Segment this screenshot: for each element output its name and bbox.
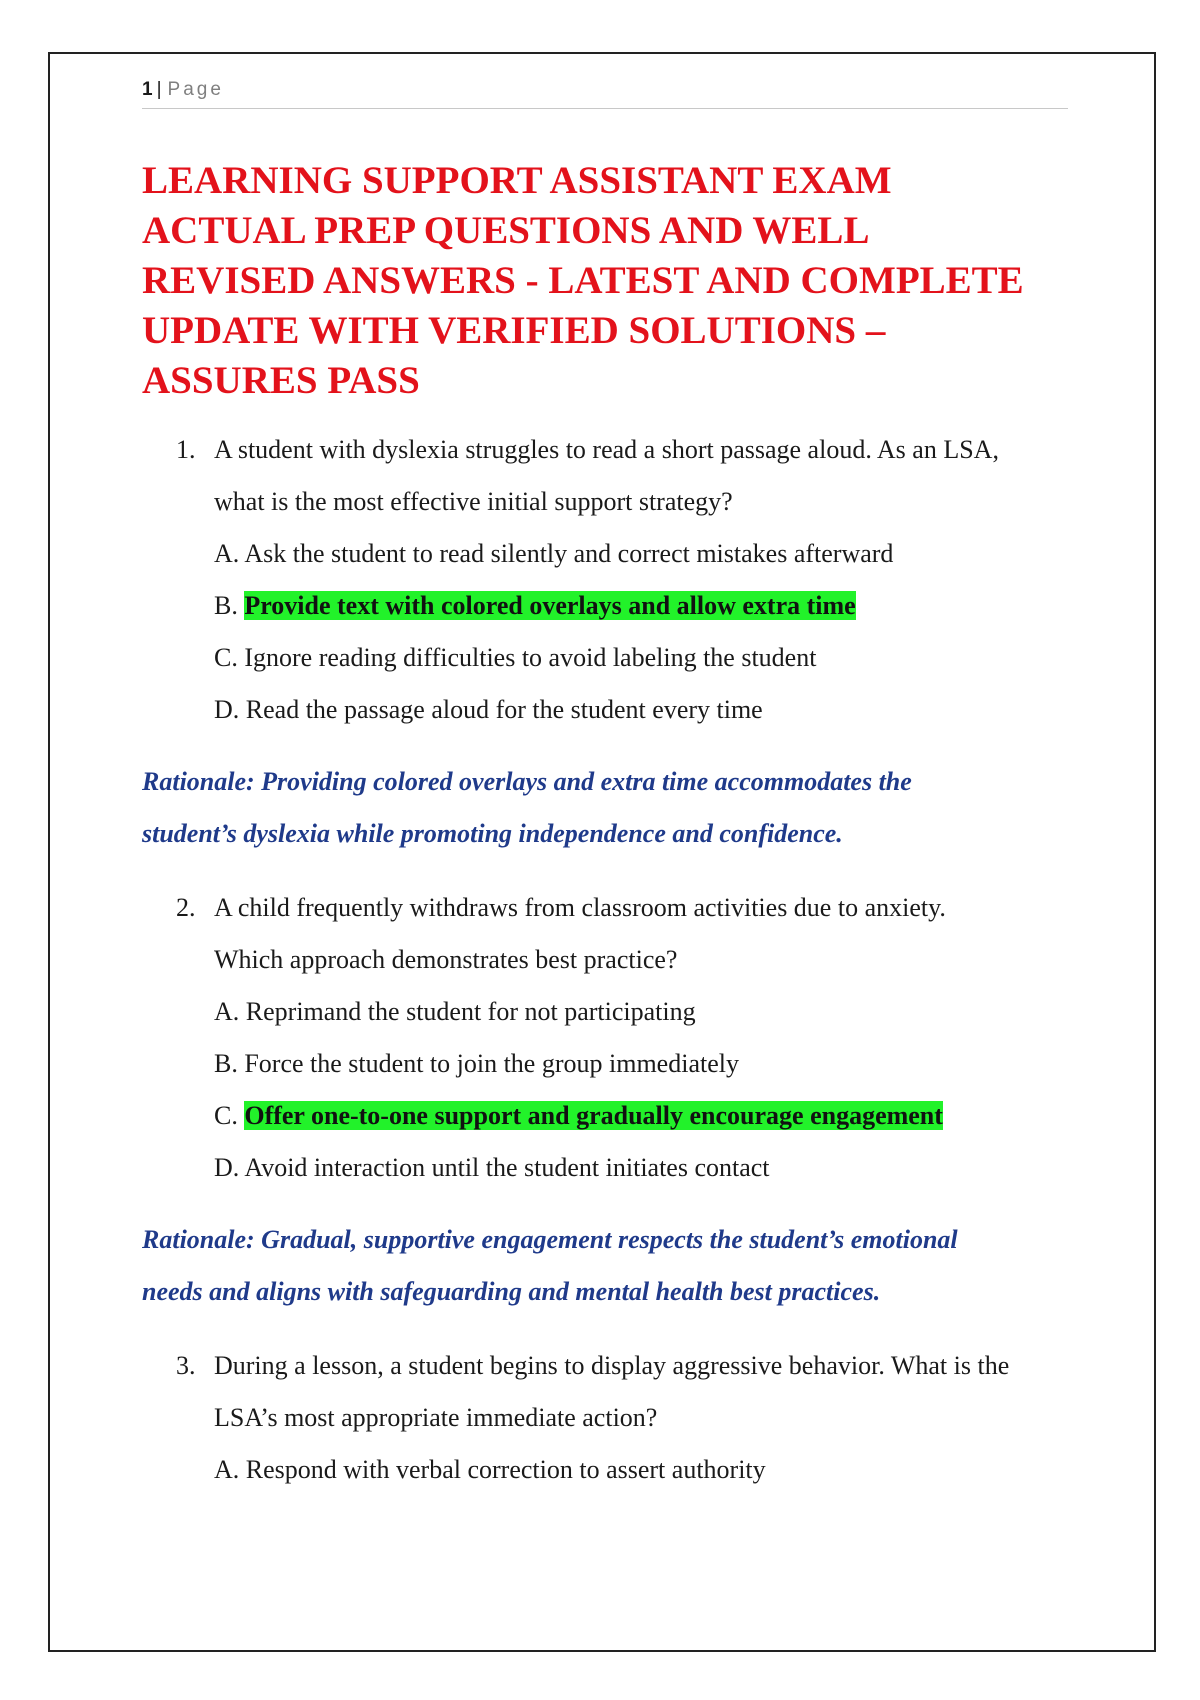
- rationale-1: Rationale: Providing colored overlays and extra time accommodates the student’s dyslexia while promoting independence and confidence.: [142, 767, 912, 848]
- rationale-2: Rationale: Gradual, supportive engagement respects the student’s emotional needs and aligns with safeguarding and mental health best practices.: [142, 1225, 958, 1306]
- option-text: Force the student to join the group immediately: [244, 1049, 739, 1078]
- option-letter: B.: [214, 1049, 238, 1078]
- option-letter: A.: [214, 539, 240, 568]
- option-a: [214, 986, 1082, 1038]
- option-a: [214, 528, 1082, 580]
- question-1: [142, 424, 1082, 736]
- option-d: [214, 1142, 1082, 1194]
- option-b-correct: [214, 580, 1082, 632]
- option-text: Respond with verbal correction to assert authority: [245, 1455, 766, 1484]
- option-text: Ignore reading difficulties to avoid labeling the student: [244, 643, 817, 672]
- option-text: Ask the student to read silently and correct mistakes afterward: [244, 539, 894, 568]
- document-title: LEARNING SUPPORT ASSISTANT EXAM ACTUAL PREP QUESTIONS AND WELL REVISED ANSWERS - LATEST AND COMPLETE UPDATE WITH VERIFIED SOLUTIONS – ASSURES PASS: [142, 159, 1024, 402]
- correct-answer-highlight: Offer one-to-one support and gradually encourage engagement: [244, 1101, 943, 1130]
- page-separator: |: [156, 79, 162, 100]
- option-letter: C.: [214, 1101, 238, 1130]
- questions-content: [142, 424, 1082, 1496]
- option-letter: A.: [214, 997, 240, 1026]
- option-letter: A.: [214, 1455, 240, 1484]
- option-text: Read the passage aloud for the student every time: [245, 695, 763, 724]
- correct-answer-highlight: Provide text with colored overlays and allow extra time: [244, 591, 856, 620]
- page-number: 1: [142, 79, 153, 100]
- question-text: A student with dyslexia struggles to read a short passage aloud. As an LSA, what is the most effective initial support strategy?: [214, 435, 999, 516]
- option-d: [214, 684, 1082, 736]
- option-letter: B.: [214, 591, 238, 620]
- option-a: [214, 1444, 1082, 1496]
- option-letter: C.: [214, 643, 238, 672]
- question-number: 2.: [176, 893, 196, 922]
- option-letter: D.: [214, 695, 240, 724]
- page-label: Page: [167, 79, 224, 100]
- option-text: Reprimand the student for not participating: [245, 997, 696, 1026]
- question-text: A child frequently withdraws from classroom activities due to anxiety. Which approach demonstrates best practice?: [214, 893, 946, 974]
- question-2: [142, 882, 1082, 1194]
- option-b: [214, 1038, 1082, 1090]
- option-c: [214, 632, 1082, 684]
- option-text: Avoid interaction until the student initiates contact: [244, 1153, 770, 1182]
- question-number: 3.: [176, 1351, 196, 1380]
- option-c-correct: [214, 1090, 1082, 1142]
- question-text: During a lesson, a student begins to display aggressive behavior. What is the LSA’s most appropriate immediate action?: [214, 1351, 1010, 1432]
- option-letter: D.: [214, 1153, 240, 1182]
- page-header: [142, 78, 1068, 109]
- question-3: [142, 1340, 1082, 1496]
- question-number: 1.: [176, 435, 196, 464]
